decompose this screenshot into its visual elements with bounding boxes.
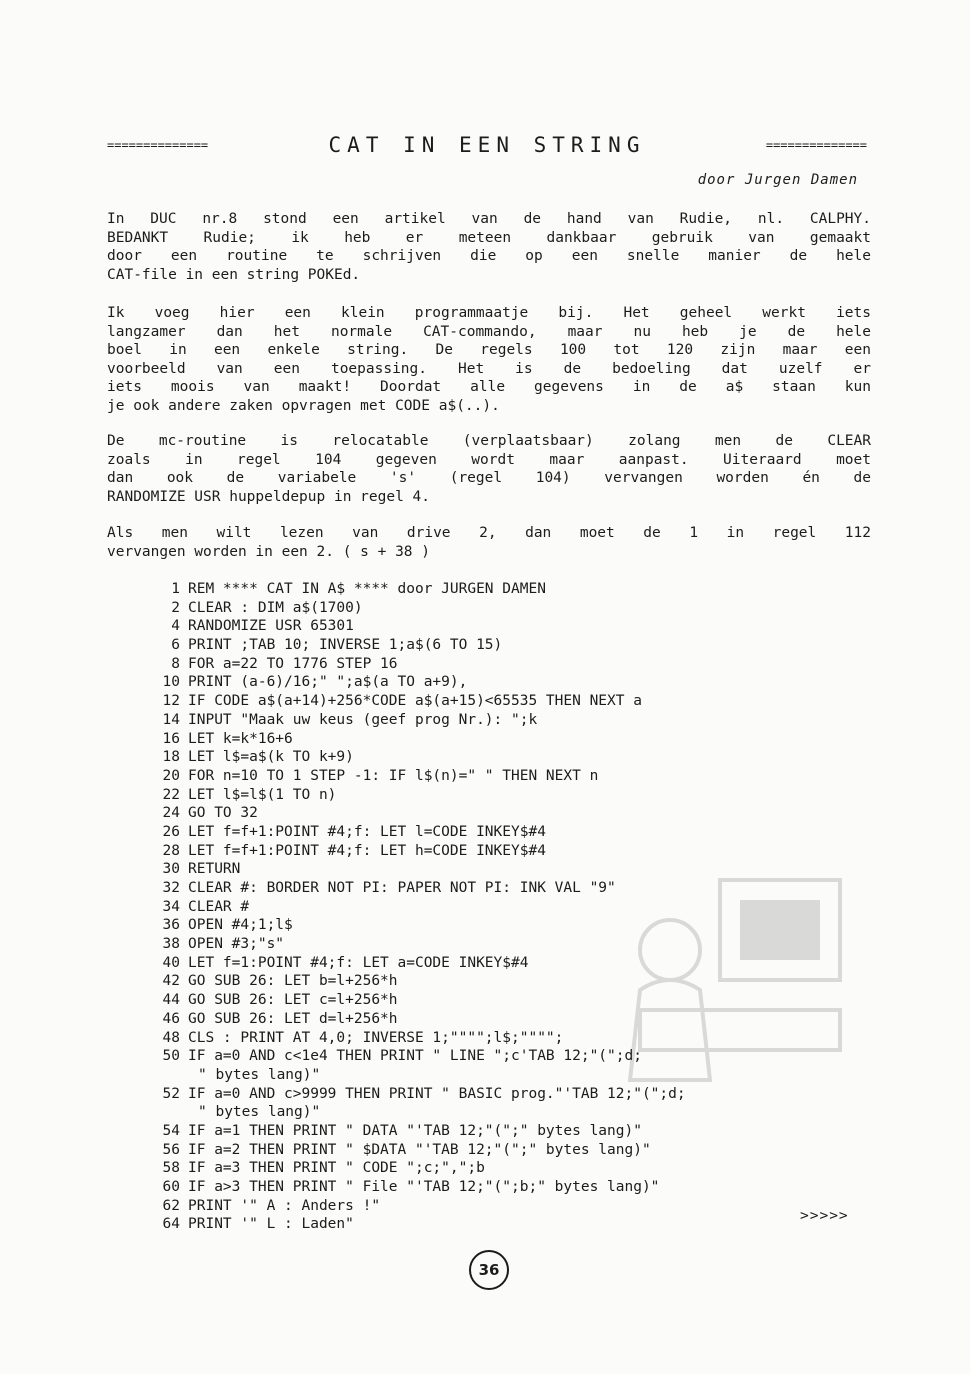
line-text: FOR n=10 TO 1 STEP -1: IF l$(n)=" " THEN NEXT n: [188, 767, 599, 784]
code-line: [150, 972, 870, 991]
line-text: IF a>3 THEN PRINT " File "'TAB 12;"(";b;" bytes lang)": [188, 1179, 660, 1195]
code-line: [150, 991, 870, 1010]
code-line: [150, 636, 870, 655]
line-text: RETURN: [188, 861, 241, 878]
line-number: 54: [162, 1122, 180, 1139]
code-line: [150, 711, 870, 730]
text-line: voorbeeld van een toepassing. Het is de bedoeling dat uzelf er: [107, 360, 871, 377]
code-line: [150, 898, 870, 917]
code-line: [150, 748, 870, 767]
line-number: 16: [162, 730, 180, 747]
line-text: INPUT "Maak uw keus (geef prog Nr.): ";k: [188, 711, 538, 728]
line-number: 10: [162, 674, 180, 691]
text-line: zoals in regel 104 gegeven wordt maar aanpast. Uiteraard moet: [107, 451, 871, 468]
line-text: OPEN #3;"s": [188, 936, 285, 953]
line-number: 52: [162, 1085, 180, 1102]
line-text: GO SUB 26: LET d=l+256*h: [188, 1010, 398, 1027]
code-line: [150, 860, 870, 879]
code-line: [150, 767, 870, 786]
code-line: [150, 1010, 870, 1029]
line-text: IF a=2 THEN PRINT " $DATA "'TAB 12;"(";" bytes lang)": [188, 1141, 651, 1158]
code-line: [150, 599, 870, 618]
line-text: " bytes lang)": [198, 1104, 321, 1121]
line-text: " bytes lang)": [198, 1066, 321, 1083]
line-number: 8: [171, 655, 180, 672]
text-line: iets moois van maakt! Doordat alle gegevens in de a$ staan kun: [107, 379, 871, 395]
article-title-bar: [107, 133, 867, 157]
text-line: BEDANKT Rudie; ik heb er meteen dankbaar gebruik van gemaakt: [107, 229, 871, 246]
text-line: In DUC nr.8 stond een artikel van de hand van Rudie, nl. CALPHY.: [107, 211, 871, 227]
line-number: 24: [162, 805, 180, 822]
line-number: 20: [162, 767, 180, 784]
line-text: GO SUB 26: LET b=l+256*h: [188, 973, 398, 990]
line-number: 4: [171, 618, 180, 635]
line-text: PRINT (a-6)/16;" ";a$(a TO a+9),: [188, 674, 468, 691]
text-line: dan ook de variabele 's' (regel 104) vervangen worden én de: [107, 470, 871, 486]
line-text: IF a=3 THEN PRINT " CODE ";c;",";b: [188, 1160, 485, 1177]
line-number: [150, 1103, 180, 1122]
code-line: [150, 1085, 870, 1104]
text-line: je ook andere zaken opvragen met CODE a$(..).: [107, 397, 500, 414]
code-line: [150, 1159, 870, 1178]
line-number: [150, 1066, 180, 1085]
title-rule-right: ==============: [765, 138, 867, 152]
line-text: CLEAR : DIM a$(1700): [188, 599, 363, 616]
paragraph-2: [107, 304, 871, 415]
line-text: PRINT '" A : Anders !": [188, 1197, 381, 1214]
paragraph-3: [107, 432, 871, 506]
code-line: [150, 842, 870, 861]
byline: door Jurgen Damen: [697, 172, 858, 188]
line-text: LET k=k*16+6: [188, 730, 293, 747]
code-line: [150, 1141, 870, 1160]
line-text: LET f=f+1:POINT #4;f: LET h=CODE INKEY$#4: [188, 842, 546, 859]
line-number: 12: [162, 693, 180, 710]
text-line: Ik voeg hier een klein programmaatje bij. Het geheel werkt iets: [107, 305, 871, 321]
line-number: 18: [162, 749, 180, 766]
line-text: REM **** CAT IN A$ **** door JURGEN DAMEN: [188, 581, 546, 597]
code-line: [150, 935, 870, 954]
line-text: OPEN #4;1;l$: [188, 917, 293, 934]
paragraph-1: [107, 210, 871, 284]
text-line: Als men wilt lezen van drive 2, dan moet de 1 in regel 112: [107, 525, 871, 541]
line-text: CLEAR #: BORDER NOT PI: PAPER NOT PI: INK VAL "9": [188, 880, 616, 896]
text-line: boel in een enkele string. De regels 100 tot 120 zijn maar een: [107, 342, 871, 358]
text-line: langzamer dan het normale CAT-commando, maar nu heb je de hele: [107, 323, 871, 340]
line-number: 14: [162, 711, 180, 728]
line-number: 30: [162, 861, 180, 878]
code-line: [150, 1103, 870, 1122]
code-line: [150, 916, 870, 935]
line-number: 26: [162, 823, 180, 840]
line-number: 40: [162, 954, 180, 971]
line-text: IF a=1 THEN PRINT " DATA "'TAB 12;"(";" bytes lang)": [188, 1122, 642, 1139]
text-line: De mc-routine is relocatable (verplaatsbaar) zolang men de CLEAR: [107, 433, 871, 449]
code-line: [150, 1197, 870, 1216]
text-line: vervangen worden in een 2. ( s + 38 ): [107, 543, 431, 560]
line-text: CLS : PRINT AT 4,0; INVERSE 1;"""";l$;"""";: [188, 1029, 564, 1046]
code-line: [150, 804, 870, 823]
line-text: IF a=0 AND c>9999 THEN PRINT " BASIC prog."'TAB 12;"(";d;: [188, 1085, 686, 1102]
code-line: [150, 617, 870, 636]
line-text: LET f=f+1:POINT #4;f: LET l=CODE INKEY$#4: [188, 823, 546, 840]
line-number: 32: [162, 880, 180, 896]
line-number: 2: [171, 599, 180, 616]
line-number: 58: [162, 1160, 180, 1177]
line-number: 6: [171, 637, 180, 654]
line-number: 48: [162, 1029, 180, 1046]
line-text: RANDOMIZE USR 65301: [188, 618, 354, 635]
code-line: [150, 673, 870, 692]
code-line: [150, 730, 870, 749]
code-line: [150, 692, 870, 711]
line-number: 28: [162, 842, 180, 859]
line-text: IF CODE a$(a+14)+256*CODE a$(a+15)<65535 THEN NEXT a: [188, 693, 642, 710]
code-line: [150, 580, 870, 599]
line-number: 60: [162, 1179, 180, 1195]
code-line: [150, 954, 870, 973]
code-line: [150, 1215, 870, 1234]
code-line: [150, 823, 870, 842]
line-number: 46: [162, 1010, 180, 1027]
line-number: 56: [162, 1141, 180, 1158]
code-line: [150, 786, 870, 805]
line-text: LET l$=l$(1 TO n): [188, 786, 337, 803]
line-text: PRINT '" L : Laden": [188, 1216, 354, 1233]
line-number: 50: [162, 1048, 180, 1065]
line-number: 36: [162, 917, 180, 934]
title-rule-left: ==============: [107, 138, 209, 152]
line-number: 64: [162, 1216, 180, 1233]
code-line: [150, 1066, 870, 1085]
basic-listing: [150, 580, 870, 1234]
continuation-marker: >>>>>: [800, 1208, 849, 1224]
line-text: FOR a=22 TO 1776 STEP 16: [188, 655, 398, 672]
line-number: 38: [162, 936, 180, 953]
code-line: [150, 1178, 870, 1197]
line-text: GO SUB 26: LET c=l+256*h: [188, 992, 398, 1009]
line-text: LET l$=a$(k TO k+9): [188, 749, 354, 766]
code-line: [150, 1047, 870, 1066]
line-text: PRINT ;TAB 10; INVERSE 1;a$(6 TO 15): [188, 637, 503, 654]
page-number: 36: [469, 1250, 509, 1290]
text-line: door een routine te schrijven die op een snelle manier de hele: [107, 248, 871, 264]
code-line: [150, 655, 870, 674]
line-number: 62: [162, 1197, 180, 1214]
article-title: CAT IN EEN STRING: [328, 133, 646, 157]
code-line: [150, 879, 870, 898]
line-number: 1: [171, 581, 180, 597]
line-text: GO TO 32: [188, 805, 258, 822]
paragraph-4: [107, 524, 871, 561]
line-text: CLEAR #: [188, 898, 250, 915]
line-number: 44: [162, 992, 180, 1009]
line-text: IF a=0 AND c<1e4 THEN PRINT " LINE ";c'TAB 12;"(";d;: [188, 1048, 642, 1065]
line-text: LET f=1:POINT #4;f: LET a=CODE INKEY$#4: [188, 954, 529, 971]
text-line: CAT-file in een string POKEd.: [107, 266, 361, 283]
line-number: 42: [162, 973, 180, 990]
code-line: [150, 1122, 870, 1141]
line-number: 22: [162, 786, 180, 803]
code-line: [150, 1029, 870, 1048]
line-number: 34: [162, 898, 180, 915]
text-line: RANDOMIZE USR huppeldepup in regel 4.: [107, 488, 431, 505]
